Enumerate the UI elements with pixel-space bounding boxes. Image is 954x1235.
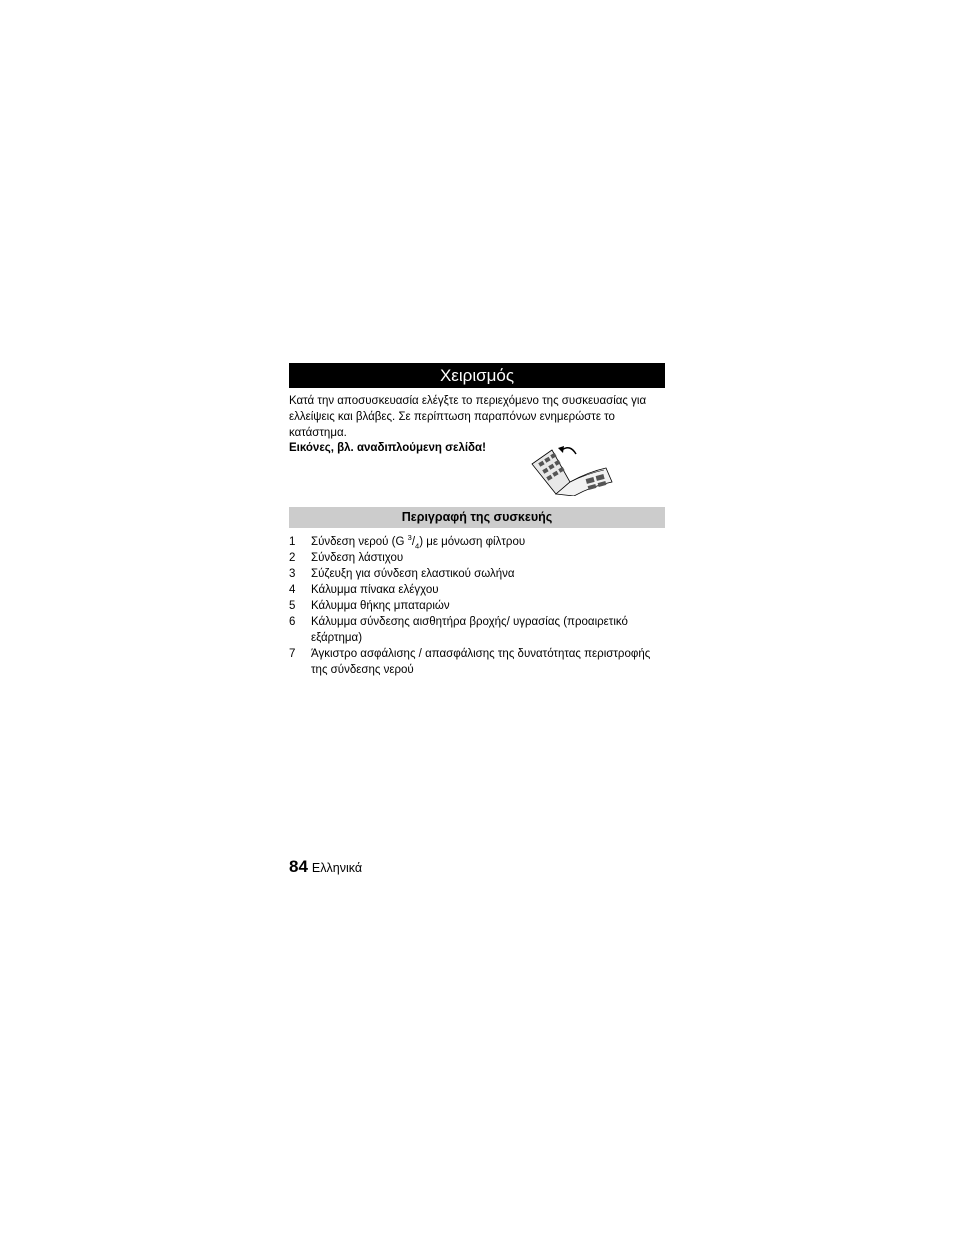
intro-paragraph: Κατά την αποσυσκευασία ελέγξτε το περιεχόμενο της συσκευασίας για ελλείψεις και βλάβες. Σε περίπτωση παραπόνων ενημερώστε το κατάστημα. (289, 395, 647, 439)
item-text: Σύνδεση λάστιχου (311, 552, 404, 564)
section-title: Χειρισμός (289, 363, 665, 388)
item-number: 3 (289, 568, 296, 580)
list-item (289, 598, 665, 614)
item-number: 1 (289, 536, 296, 548)
list-item (289, 566, 665, 582)
foldout-note: Εικόνες, βλ. αναδιπλούμενη σελίδα! (289, 442, 486, 454)
parts-list (289, 534, 665, 678)
item-number: 7 (289, 648, 296, 660)
footer-language: Ελληνικά (311, 861, 363, 875)
item-text: Σύζευξη για σύνδεση ελαστικού σωλήνα (311, 568, 515, 580)
list-item (289, 614, 665, 646)
item-text: Άγκιστρο ασφάλισης / απασφάλισης της δυνατότητας περιστροφής της σύνδεσης νερού (311, 648, 651, 676)
item-number: 5 (289, 600, 296, 612)
item-text: Κάλυμμα θήκης μπαταριών (311, 600, 450, 612)
item-text: Κάλυμμα πίνακα ελέγχου (311, 584, 439, 596)
subsection-title: Περιγραφή της συσκευής (289, 507, 665, 528)
page-number: 84 (289, 857, 308, 876)
list-item (289, 534, 665, 550)
list-item (289, 550, 665, 566)
item-number: 2 (289, 552, 296, 564)
item-text: Κάλυμμα σύνδεσης αισθητήρα βροχής/ υγρασίας (προαιρετικό εξάρτημα) (311, 616, 628, 644)
page-footer (289, 857, 362, 878)
list-item (289, 582, 665, 598)
item-text: Σύνδεση νερού (G $^3/_4$) με μόνωση φίλτρου (311, 533, 526, 551)
item-number: 4 (289, 584, 296, 596)
item-number: 6 (289, 616, 296, 628)
list-item (289, 646, 665, 678)
foldout-book-icon (530, 442, 614, 496)
